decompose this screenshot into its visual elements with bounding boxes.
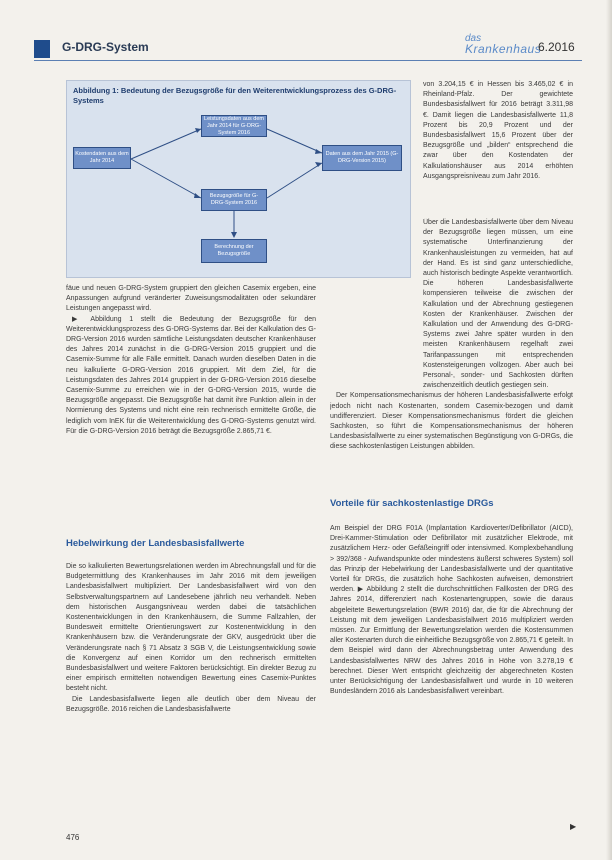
paragraph: ▶ Abbildung 1 stellt die Bedeutung der Bezugsgröße für den Weiterentwicklungsprozess des G-DRG-Systems dar. Bei der Kalkulation des G-DRG-Version 2016 wurden sämtliche Leistungsdaten deutscher Krankenhäuser des Jahres 2014 zunächst in die G-DRG-Version 2015 gruppiert und die Casemix-Summe für alle Fälle ermittelt. Danach wurden dieselben Daten in die neu kalkulierte G-DRG-Version 2016 gruppiert. Mit dem Ziel, für die Leistungsdaten des Jahres 2014 gruppiert in der G-DRG-Version 2016 dieselbe Casemix-Summe zu erreichen wie in der G-DRG-Version 2015, wurde die Bezugsgröße angepasst. Die Bezugsgröße hat damit ihre Funktion allein in der Normierung des Systems und nicht eine rein rechnerisch ermittelte Größe, die lediglich vom InEK für die Weiterentwicklung des G-DRG-Systems genutzt wird. Für die G-DRG-Version 2016 beträgt die Bezugsgröße 2.865,71 €. [66,315,316,435]
paragraph: Die Landesbasisfallwerte liegen alle deutlich über dem Niveau der Bezugsgröße. 2016 reichen die Landesbasisfallwerte [66,695,316,713]
figure-box-leistungsdaten: Leistungsdaten aus dem Jahr 2014 für G-DRG-System 2016 [201,115,267,137]
section-heading-right: Vorteile für sachkostenlastige DRGs [330,498,494,509]
right-column-top [330,218,573,476]
paragraph: Der Kompensationsmechanismus der höheren Landesbasisfallwerte erfolgt jedoch nicht nach Kostenarten, sondern Casemix-bezogen und damit undifferenziert. Dieser Kompensationsmechanismus fördert die gleichen Sachkosten, so führt die Kompensationsmechanismus der höheren Landesbasisfallwerte zu einer systematischen Begünstigung von G-DRGs, die diese sachkostenlastigen Leistungen abbilden. [330,392,573,451]
continue-arrow: ▶ [570,822,577,831]
left-column-bottom [66,562,316,715]
paragraph: Die so kalkulierten Bewertungsrelationen werden im Abrechnungsfall und für die Budgetermittlung des Krankenhauses im Jahr 2016 mit dem jeweiligen Landesbasisfallwert multipliziert. Der Landesbasisfallwert wird von den Selbstverwaltungspartnern auf Landesebene jährlich neu verhandelt. Neben dem historischen Ausgangsniveau werden dabei die tatsächlichen Kostenentwicklungen in den Krankenhäusern, die Summe Fallzahlen, der Bundesweit ermittelte Orientierungswert zur Kostenentwicklung in den Krankenhäusern bzw. die Veränderungsrate der GKV, ausgedrückt über die Veränderungsrate nach § 71 Absatz 3 SGB V, die Leistungsentwicklung sowie die Konvergenz auf einen Korridor um den rechnerisch ermittelten Bundesbasisfallwert und weitere Faktoren berücksichtigt. Ein direkter Bezug zu einer empirisch ermittelten notwendigen Bewertung eines Casemix-Punktes besteht nicht. [66,563,316,693]
page-edge-shadow [606,0,612,860]
figure-box-kostendaten: Kostendaten aus dem Jahr 2014 [73,147,131,169]
paragraph: von 3.204,15 € in Hessen bis 3.465,02 € in Rheinland-Pfalz. Der gewichtete Bundesbasisfallwert für 2016 beträgt 3.311,98 €. Damit liegen die Landesbasisfallwerte 11,8 Prozent bis 20,9 Prozent und der Bundesbasisfallwert 15,6 Prozent über der Bezugsgröße und „bilden“ entsprechend die zwar über den Kostendaten der Kalkulationshäuser aus 2014 erhöhten Ausgangspreisniveau zum Jahr 2016. [423,81,573,180]
running-header-title: G-DRG-System [62,40,149,54]
journal-logo [465,34,541,54]
figure-box-bezugsgroesse: Berechnung der Bezugsgröße [201,239,267,263]
figure-box-gdrg2015: Daten aus dem Jahr 2015 (G-DRG-Version 2015) [322,145,402,171]
header-color-block [34,40,50,58]
page-number: 476 [66,833,80,842]
journal-logo-big: Krankenhaus [465,42,542,56]
journal-logo-small: das [465,33,482,44]
header-rule [34,60,582,61]
issue-number: 6.2016 [538,40,575,54]
paragraph: fäue und neuen G-DRG-System gruppiert den gleichen Casemix ergeben, eine Anpassungen aufgrund veränderter Zuweisungsmodalitäten oder sekundärer Leistungen angepasst wird. [66,285,316,313]
paragraph: Am Beispiel der DRG F01A (Implantation Kardioverter/Defibrillator (AICD), Drei-Kammer-Stimulation oder Defibrillator mit zusätzlicher Elektrode, mit zusätzlichem Herz- oder Gefäßeingriff oder intensivmed. Komplexbehandlung > 392/368 - Aufwandspunkte oder mindestens äußerst schweres System) soll das Prinzip der Hebelwirkung der Landesbasisfallwerte und der quantitative Vorteil für DRGs, die zusätzlich hohe Sachkosten aufweisen, demonstriert werden. ▶ Abbildung 2 stellt die durchschnittlichen Fallkosten der DRG des Jahres 2014, differenziert nach Kostenartengruppen, sowie die daraus abgeleitete Bewertungsrelation (BWR 2016) dar, die für die Abrechnung der Leistung mit dem jeweiligen Landesbasisfallwert 2016 multipliziert werden müssen. Zur Ermittlung der Bewertungsrelation werden die Kostensummen aller Kostenarten durch die einheitliche Bezugsgröße von 2.865,71 € geteilt. In dem Beispiel wird dann der Abrechnungsbetrag unter Anwendung des Landesbasisfallwertes NRW des Jahres 2016 in Höhe von 3.278,19 € berechnet. Dieser Wert entspricht gleichzeitig der abgerechneten Kosten unter Berücksichtigung der Landesbasisfallwert und wurde in 10 weiteren Bundesländern 2016 als Landesbasisfallwert vereinbart. [330,525,573,696]
figure-caption: Abbildung 1: Bedeutung der Bezugsgröße für den Weiterentwicklungsprozess des G-DRG-Systems [73,86,397,105]
right-column-bottom [330,524,573,824]
section-heading-left: Hebelwirkung der Landesbasisfallwerte [66,538,245,549]
paragraph: Über die Landesbasisfallwerte über dem Niveau der Bezugsgröße liegen müssen, um eine systematische Unterfinanzierung der Krankenhausleistungen zu vermeiden, hat auf der Hand. Es ist sind ganz unterschiedliche, auch historisch bedingte Aspekte verantwortlich. Die höheren Landesbasisfallwerte kompensieren teilweise die zwischen der Kalkulation und der Abrechnung gestiegenen Kosten der Krankenhäuser. Zwischen der Kalkulation und der Anwendung des G-DRG-Systems zwei Jahre später wurden in den meisten Krankenhäusern regelhaft zwei Tarifanpassungen mit entsprechenden Kostensteigerungen vollzogen. Aber auch bei Personal-, sonder- und Sachkosten dürften zwischenzeitlich deutlich gestiegen sein. [423,219,573,390]
figure-box-neukalkulation: Bezugsgröße für G-DRG-System 2016 [201,189,267,211]
left-column-top [66,284,316,437]
